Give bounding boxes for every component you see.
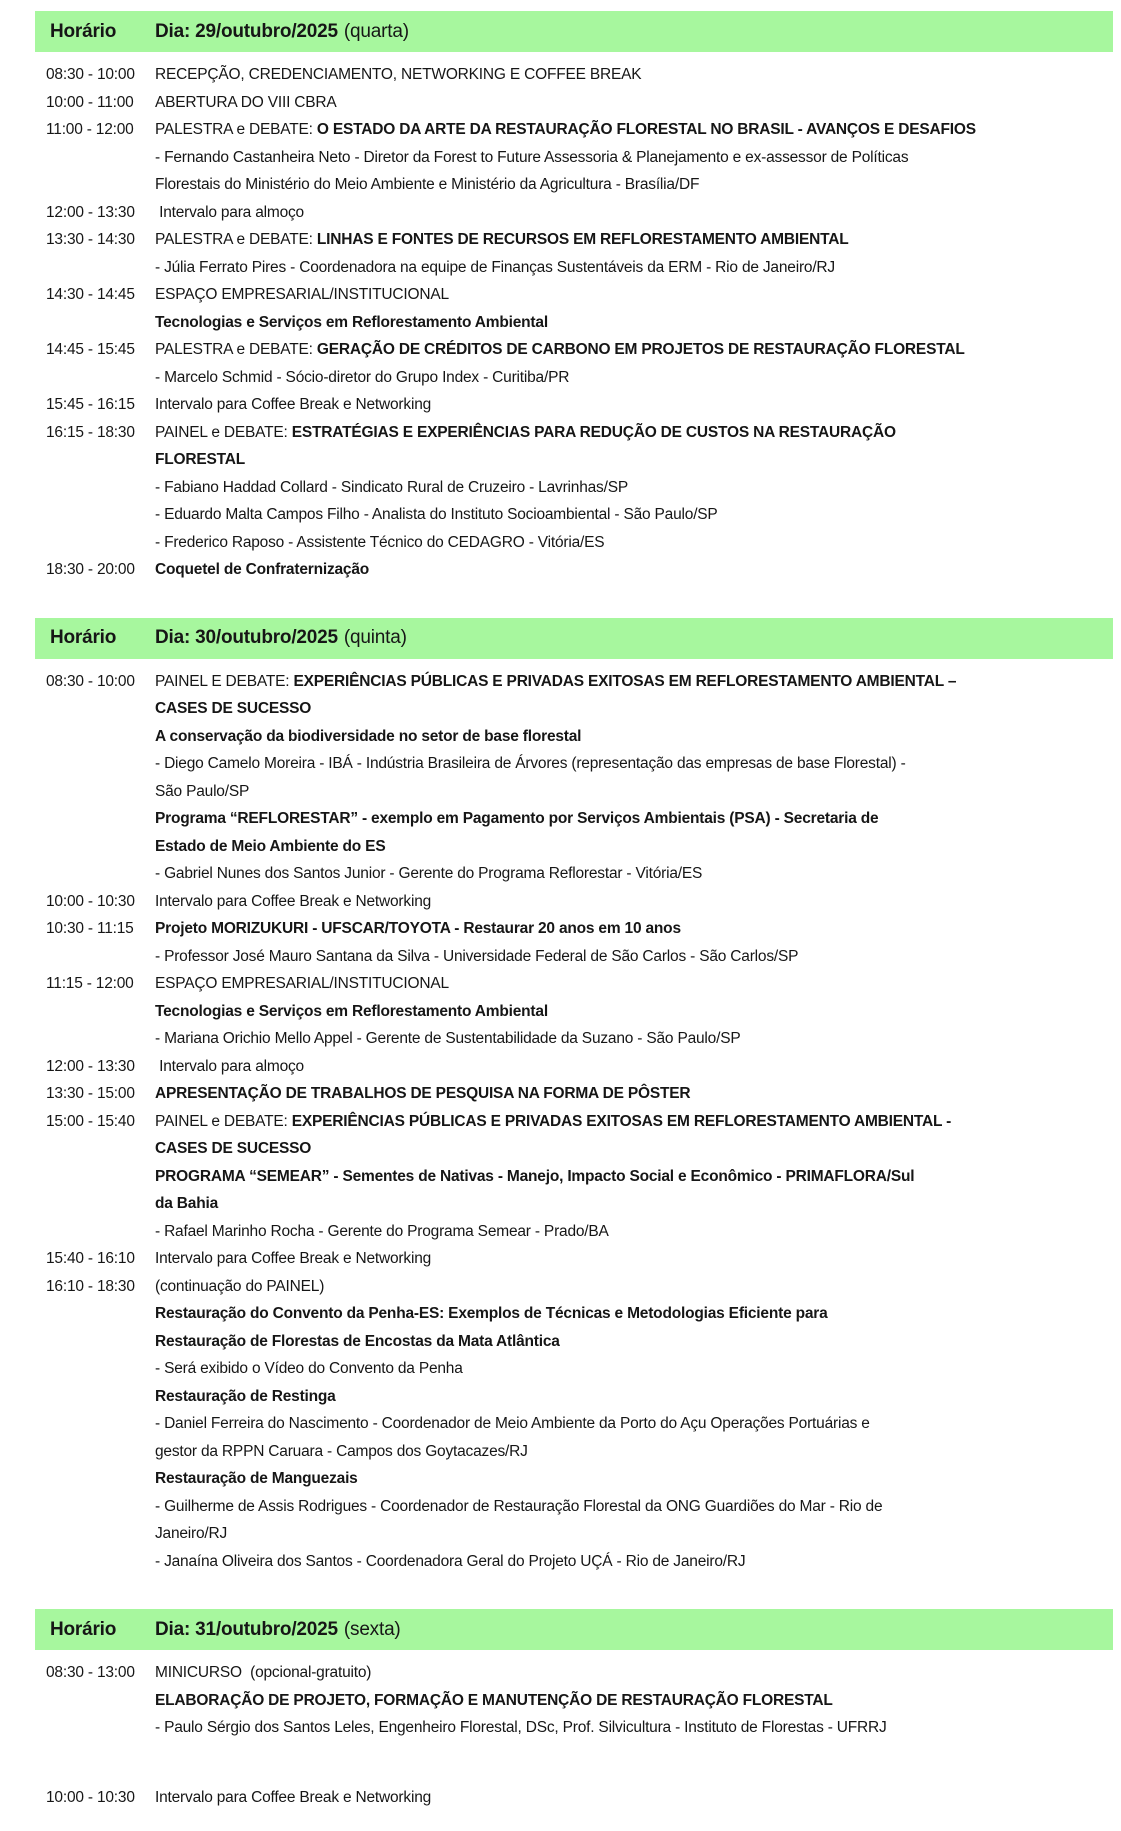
row-time: 08:30 - 13:00 [46, 1664, 135, 1681]
day-header-date-text: Dia: 30/outubro/2025 [155, 627, 338, 648]
day-header-weekday: (sexta) [343, 1618, 401, 1640]
schedule-line [155, 1273, 1113, 1301]
schedule-line [155, 778, 1113, 806]
session-detail-text: Intervalo para Coffee Break e Networking [155, 892, 432, 910]
schedule-row [35, 281, 1113, 336]
session-detail-text: PALESTRA e DEBATE: [155, 341, 317, 358]
schedule-line [155, 171, 1113, 199]
schedule-line [155, 474, 1113, 502]
day-header-date-text: Dia: 31/outubro/2025 [155, 1618, 338, 1640]
session-detail-text: PAINEL e DEBATE: [155, 1112, 292, 1130]
row-content [155, 970, 1113, 1053]
row-content [155, 1108, 1113, 1246]
schedule-line [155, 1053, 1113, 1081]
schedule-line [155, 915, 1113, 943]
session-detail-text: - Fabiano Haddad Collard - Sindicato Rural de Cruzeiro - Lavrinhas/SP [155, 478, 628, 496]
session-detail-text: - Janaína Oliveira dos Santos - Coordenadora Geral do Projeto UÇÁ - Rio de Janeiro/RJ [155, 1552, 746, 1570]
schedule-line [155, 1218, 1113, 1246]
schedule-line [155, 1410, 1113, 1438]
schedule-line [155, 1108, 1113, 1136]
schedule-line [155, 805, 1113, 833]
row-time: 15:45 - 16:15 [46, 396, 135, 413]
row-content [155, 1273, 1113, 1576]
session-detail-text: - Mariana Orichio Mello Appel - Gerente de Sustentabilidade da Suzano - São Paulo/SP [155, 1030, 741, 1047]
row-time: 10:30 - 11:15 [46, 920, 134, 937]
schedule-row [35, 970, 1113, 1053]
session-title-text: Restauração do Convento da Penha-ES: Exemplos de Técnicas e Metodologias Eficiente para [155, 1305, 828, 1322]
schedule-row [35, 116, 1113, 199]
schedule-line [155, 1687, 1113, 1715]
session-detail-text: - Gabriel Nunes dos Santos Junior - Gerente do Programa Reflorestar - Vitória/ES [155, 865, 703, 882]
schedule-row [35, 915, 1113, 970]
session-detail-text: São Paulo/SP [155, 782, 250, 800]
session-detail-text: PALESTRA e DEBATE: [155, 121, 317, 138]
session-detail-text: PAINEL E DEBATE: [155, 672, 294, 690]
session-detail-text: ESPAÇO EMPRESARIAL/INSTITUCIONAL [155, 286, 449, 303]
schedule-row [35, 1080, 1113, 1108]
schedule-row [35, 556, 1113, 584]
session-detail-text: - Frederico Raposo - Assistente Técnico do CEDAGRO - Vitória/ES [155, 533, 605, 551]
schedule-line [155, 199, 1113, 227]
row-time: 11:00 - 12:00 [46, 121, 134, 138]
row-content [155, 915, 1113, 970]
session-detail-text: Intervalo para Coffee Break e Networking [155, 396, 432, 413]
row-content [155, 556, 1113, 584]
session-detail-text: ABERTURA DO VIII CBRA [155, 93, 337, 111]
row-content [155, 391, 1113, 419]
session-detail-text: Janeiro/RJ [155, 1525, 228, 1542]
row-content [155, 226, 1113, 281]
schedule-line [155, 1190, 1113, 1218]
session-title-text: Restauração de Florestas de Encostas da Mata Atlântica [155, 1332, 560, 1350]
row-time: 12:00 - 13:30 [46, 203, 135, 221]
day-header-weekday: (quarta) [343, 20, 409, 42]
session-title-text: CASES DE SUCESSO [155, 700, 312, 717]
schedule-line [155, 750, 1113, 778]
session-detail-text: gestor da RPPN Caruara - Campos dos Goytacazes/RJ [155, 1442, 528, 1460]
schedule-line [155, 1163, 1113, 1191]
row-time: 15:00 - 15:40 [46, 1112, 135, 1130]
day-header-bar [35, 11, 1113, 52]
row-time: 10:00 - 10:30 [46, 892, 135, 910]
schedule-row [35, 1273, 1113, 1576]
schedule-line [155, 1465, 1113, 1493]
session-title-text: ELABORAÇÃO DE PROJETO, FORMAÇÃO E MANUTENÇÃO DE RESTAURAÇÃO FLORESTAL [155, 1691, 833, 1709]
session-detail-text: PAINEL e DEBATE: [155, 423, 292, 441]
session-detail-text: Florestais do Ministério do Meio Ambiente e Ministério da Agricultura - Brasília/DF [155, 176, 700, 193]
session-detail-text: ESPAÇO EMPRESARIAL/INSTITUCIONAL [155, 975, 449, 992]
row-time: 16:15 - 18:30 [46, 423, 135, 441]
schedule-line [155, 144, 1113, 172]
session-detail-text: - Rafael Marinho Rocha - Gerente do Programa Semear - Prado/BA [155, 1222, 609, 1240]
session-title-text: Programa “REFLORESTAR” - exemplo em Pagamento por Serviços Ambientais (PSA) - Secretaria de [155, 810, 879, 827]
row-time: 14:45 - 15:45 [46, 341, 135, 358]
schedule-line [155, 556, 1113, 584]
session-title-text: Estado de Meio Ambiente do ES [155, 837, 386, 855]
row-content [155, 89, 1113, 117]
session-title-text: A conservação da biodiversidade no setor de base florestal [155, 727, 582, 745]
schedule-line [155, 970, 1113, 998]
schedule-row [35, 1245, 1113, 1273]
session-title-text: PROGRAMA “SEMEAR” - Sementes de Nativas - Manejo, Impacto Social e Econômico - PRIMAFLORA/Sul [155, 1167, 915, 1185]
schedule-line [155, 116, 1113, 144]
schedule-row [35, 336, 1113, 391]
schedule-line [155, 364, 1113, 392]
schedule-line [155, 336, 1113, 364]
schedule-line [155, 501, 1113, 529]
schedule-line [155, 1493, 1113, 1521]
schedule-line [155, 254, 1113, 282]
schedule-line [155, 89, 1113, 117]
schedule-line [155, 391, 1113, 419]
row-content [155, 1245, 1113, 1273]
schedule-row [35, 419, 1113, 557]
section-rows [35, 668, 1113, 1576]
row-time: 10:00 - 10:30 [46, 1788, 135, 1806]
schedule-day-section [35, 618, 1113, 1576]
schedule-day-section [35, 11, 1113, 584]
day-header-date [155, 627, 407, 649]
row-content [155, 199, 1113, 227]
day-header-horario-label: Horário [50, 20, 117, 42]
row-content [155, 116, 1113, 199]
schedule-row [35, 391, 1113, 419]
schedule-line [155, 723, 1113, 751]
session-title-text: Restauração de Restinga [155, 1387, 336, 1405]
row-content [155, 1659, 1113, 1742]
row-time: 08:30 - 10:00 [46, 66, 135, 83]
schedule-line [155, 860, 1113, 888]
day-header-bar [35, 618, 1113, 659]
session-title-text: Projeto MORIZUKURI - UFSCAR/TOYOTA - Restaurar 20 anos em 10 anos [155, 920, 681, 937]
session-title-text: Coquetel de Confraternização [155, 561, 370, 578]
session-detail-text: Intervalo para almoço [155, 203, 304, 221]
row-content [155, 1784, 1113, 1812]
session-title-text: da Bahia [155, 1195, 219, 1212]
day-header-horario-label: Horário [50, 1618, 117, 1640]
session-title-text: ESTRATÉGIAS E EXPERIÊNCIAS PARA REDUÇÃO DE CUSTOS NA RESTAURAÇÃO [291, 423, 896, 441]
schedule-row [35, 61, 1113, 89]
session-title-text: APRESENTAÇÃO DE TRABALHOS DE PESQUISA NA FORMA DE PÔSTER [155, 1085, 691, 1102]
row-time: 18:30 - 20:00 [46, 561, 135, 578]
session-detail-text: - Guilherme de Assis Rodrigues - Coordenador de Restauração Florestal da ONG Guardiões do Mar - Rio de [155, 1497, 883, 1515]
schedule-line [155, 1520, 1113, 1548]
schedule-line [155, 419, 1113, 447]
row-time: 16:10 - 18:30 [46, 1277, 135, 1295]
schedule-row [35, 199, 1113, 227]
section-rows [35, 1659, 1113, 1811]
schedule-row [35, 1108, 1113, 1246]
row-time: 10:00 - 11:00 [46, 93, 134, 111]
schedule-line [155, 998, 1113, 1026]
session-title-text: FLORESTAL [155, 451, 246, 468]
session-detail-text: - Professor José Mauro Santana da Silva - Universidade Federal de São Carlos - São Carlos/SP [155, 947, 799, 965]
day-header-date [155, 1619, 401, 1641]
row-time: 15:40 - 16:10 [46, 1250, 135, 1267]
day-header-horario-label: Horário [50, 627, 117, 648]
session-title-text: Tecnologias e Serviços em Reflorestamento Ambiental [155, 1002, 548, 1020]
session-detail-text: - Eduardo Malta Campos Filho - Analista do Instituto Socioambiental - São Paulo/SP [155, 506, 718, 523]
schedule-row [35, 1659, 1113, 1742]
row-content [155, 281, 1113, 336]
row-time: 12:00 - 13:30 [46, 1057, 135, 1075]
session-detail-text: - Será exibido o Vídeo do Convento da Penha [155, 1360, 463, 1377]
schedule-line [155, 695, 1113, 723]
schedule-line [155, 668, 1113, 696]
session-detail-text: - Marcelo Schmid - Sócio-diretor do Grupo Index - Curitiba/PR [155, 368, 570, 386]
schedule-line [155, 1080, 1113, 1108]
schedule-row [35, 89, 1113, 117]
session-detail-text: - Fernando Castanheira Neto - Diretor da Forest to Future Assessoria & Planejamento e ex-assessor de Políticas [155, 148, 909, 166]
session-title-text: Restauração de Manguezais [155, 1470, 358, 1487]
schedule-line [155, 833, 1113, 861]
session-detail-text: RECEPÇÃO, CREDENCIAMENTO, NETWORKING E COFFEE BREAK [155, 66, 642, 83]
schedule-row [35, 888, 1113, 916]
row-time: 08:30 - 10:00 [46, 672, 135, 690]
schedule-line [155, 1714, 1113, 1742]
session-title-text: CASES DE SUCESSO [155, 1140, 312, 1157]
schedule-line [155, 1025, 1113, 1053]
session-title-text: EXPERIÊNCIAS PÚBLICAS E PRIVADAS EXITOSAS EM REFLORESTAMENTO AMBIENTAL – [293, 672, 957, 690]
schedule-line [155, 1245, 1113, 1273]
row-time: 11:15 - 12:00 [46, 975, 134, 992]
schedule-day-section [35, 1609, 1113, 1811]
schedule-row [35, 1053, 1113, 1081]
session-detail-text: Intervalo para Coffee Break e Networking [155, 1250, 432, 1267]
day-header-weekday: (quinta) [343, 627, 407, 648]
schedule-line [155, 1438, 1113, 1466]
schedule-row [35, 668, 1113, 888]
schedule-line [155, 1659, 1113, 1687]
schedule-row [35, 1784, 1113, 1812]
schedule-line [155, 446, 1113, 474]
session-title-text: GERAÇÃO DE CRÉDITOS DE CARBONO EM PROJETOS DE RESTAURAÇÃO FLORESTAL [316, 341, 965, 358]
session-title-text: O ESTADO DA ARTE DA RESTAURAÇÃO FLORESTAL NO BRASIL - AVANÇOS E DESAFIOS [316, 121, 976, 138]
session-detail-text: Intervalo para Coffee Break e Networking [155, 1788, 432, 1806]
row-content [155, 1080, 1113, 1108]
schedule-line [155, 888, 1113, 916]
session-title-text: Tecnologias e Serviços em Reflorestamento Ambiental [155, 313, 548, 331]
schedule-line [155, 226, 1113, 254]
schedule-line [155, 1784, 1113, 1812]
schedule-line [155, 1548, 1113, 1576]
schedule-line [155, 529, 1113, 557]
session-title-text: EXPERIÊNCIAS PÚBLICAS E PRIVADAS EXITOSAS EM REFLORESTAMENTO AMBIENTAL - [291, 1112, 952, 1130]
section-rows [35, 61, 1113, 584]
row-content [155, 1053, 1113, 1081]
session-title-text: LINHAS E FONTES DE RECURSOS EM REFLORESTAMENTO AMBIENTAL [316, 231, 849, 248]
schedule-line [155, 61, 1113, 89]
schedule-line [155, 1383, 1113, 1411]
schedule-line [155, 1328, 1113, 1356]
row-content [155, 336, 1113, 391]
schedule-line [155, 943, 1113, 971]
schedule-line [155, 281, 1113, 309]
schedule-line [155, 309, 1113, 337]
schedule-row [35, 226, 1113, 281]
schedule-line [155, 1300, 1113, 1328]
schedule-line [155, 1135, 1113, 1163]
session-detail-text: PALESTRA e DEBATE: [155, 231, 317, 248]
row-content [155, 61, 1113, 89]
session-detail-text: MINICURSO (opcional-gratuito) [155, 1664, 372, 1681]
row-time: 13:30 - 15:00 [46, 1085, 135, 1102]
row-content [155, 668, 1113, 888]
row-time: 14:30 - 14:45 [46, 286, 135, 303]
session-detail-text: (continuação do PAINEL) [155, 1277, 325, 1295]
day-header-bar [35, 1609, 1113, 1650]
row-time: 13:30 - 14:30 [46, 231, 135, 248]
day-header-date-text: Dia: 29/outubro/2025 [155, 20, 338, 42]
session-detail-text: Intervalo para almoço [155, 1057, 304, 1075]
day-header-date [155, 21, 409, 43]
session-detail-text: - Diego Camelo Moreira - IBÁ - Indústria Brasileira de Árvores (representação das empresas de base Florestal) - [155, 755, 906, 772]
schedule-line [155, 1355, 1113, 1383]
session-detail-text: - Paulo Sérgio dos Santos Leles, Engenheiro Florestal, DSc, Prof. Silvicultura - Instituto de Florestas - UFRRJ [155, 1719, 887, 1736]
session-detail-text: - Júlia Ferrato Pires - Coordenadora na equipe de Finanças Sustentáveis da ERM - Rio de Janeiro/RJ [155, 258, 835, 276]
row-content [155, 888, 1113, 916]
row-content [155, 419, 1113, 557]
session-detail-text: - Daniel Ferreira do Nascimento - Coordenador de Meio Ambiente da Porto do Açu Operações Portuárias e [155, 1415, 870, 1432]
